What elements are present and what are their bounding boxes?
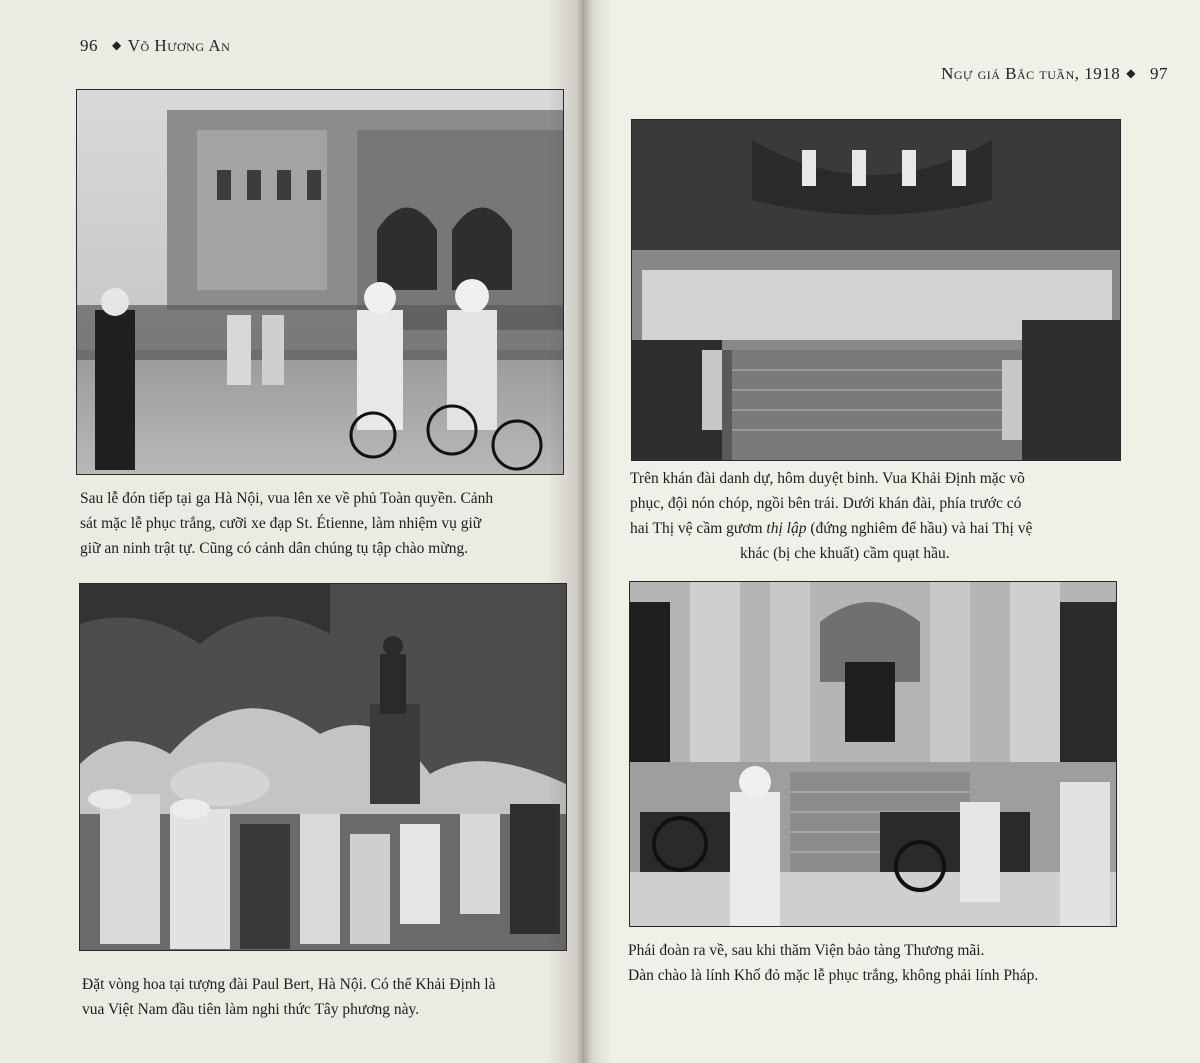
photo-station-graphic: [77, 90, 563, 474]
right-running-head: [941, 64, 1168, 84]
left-page: [0, 0, 584, 1063]
caption-line-with-italic: [630, 516, 1150, 541]
photo-station-street-scene: [77, 90, 563, 474]
diamond-icon: ◆: [1126, 66, 1136, 80]
photo-review-stand-graphic: [632, 120, 1120, 460]
photo-museum-departure: [630, 582, 1116, 926]
caption-italic-term: thị lập: [766, 520, 807, 537]
photo-review-stand: [632, 120, 1120, 460]
photo-museum-graphic: [630, 582, 1116, 926]
photo-paul-bert-statue: [80, 584, 566, 950]
caption-segment: (đứng nghiêm để hầu) và hai Thị vệ: [810, 520, 1033, 537]
left-running-head: [80, 36, 230, 56]
right-page-number: 97: [1150, 64, 1168, 83]
caption-line: Phái đoàn ra về, sau khi thăm Viện bảo tàng Thương mãi.: [628, 942, 985, 959]
caption-line: sát mặc lễ phục trắng, cưỡi xe đạp St. Étienne, làm nhiệm vụ giữ: [80, 515, 482, 532]
caption-line: giữ an ninh trật tự. Cũng có cảnh dân chúng tụ tập chào mừng.: [80, 540, 469, 557]
caption-line: Sau lễ đón tiếp tại ga Hà Nội, vua lên xe về phủ Toàn quyền. Cảnh: [80, 490, 494, 507]
caption-segment: hai Thị vệ cầm gươm: [630, 520, 763, 537]
author-name: Võ Hương An: [127, 36, 231, 55]
caption-line: vua Việt Nam đầu tiên làm nghi thức Tây phương này.: [82, 1001, 420, 1018]
caption-station: [80, 486, 570, 561]
caption-line: phục, đội nón chóp, ngồi bên trái. Dưới khán đài, phía trước có: [630, 495, 1022, 512]
photo-statue-graphic: [80, 584, 566, 950]
left-page-number: 96: [80, 36, 98, 55]
caption-line: Đặt vòng hoa tại tượng đài Paul Bert, Hà Nội. Có thể Khải Định là: [82, 976, 496, 993]
caption-line: Trên khán đài danh dự, hôm duyệt binh. Vua Khải Định mặc võ: [630, 470, 1025, 487]
diamond-icon: ◆: [112, 38, 122, 52]
caption-line: khác (bị che khuất) cầm quạt hầu.: [740, 545, 950, 562]
caption-review-stand: [630, 466, 1150, 566]
right-page: [584, 0, 1200, 1063]
caption-line: Dàn chào là lính Khố đỏ mặc lễ phục trắng, không phải lính Pháp.: [628, 967, 1039, 984]
caption-statue: [82, 972, 572, 1022]
caption-museum: [628, 938, 1168, 988]
chapter-title: Ngự giá Bắc tuần, 1918: [941, 64, 1121, 83]
